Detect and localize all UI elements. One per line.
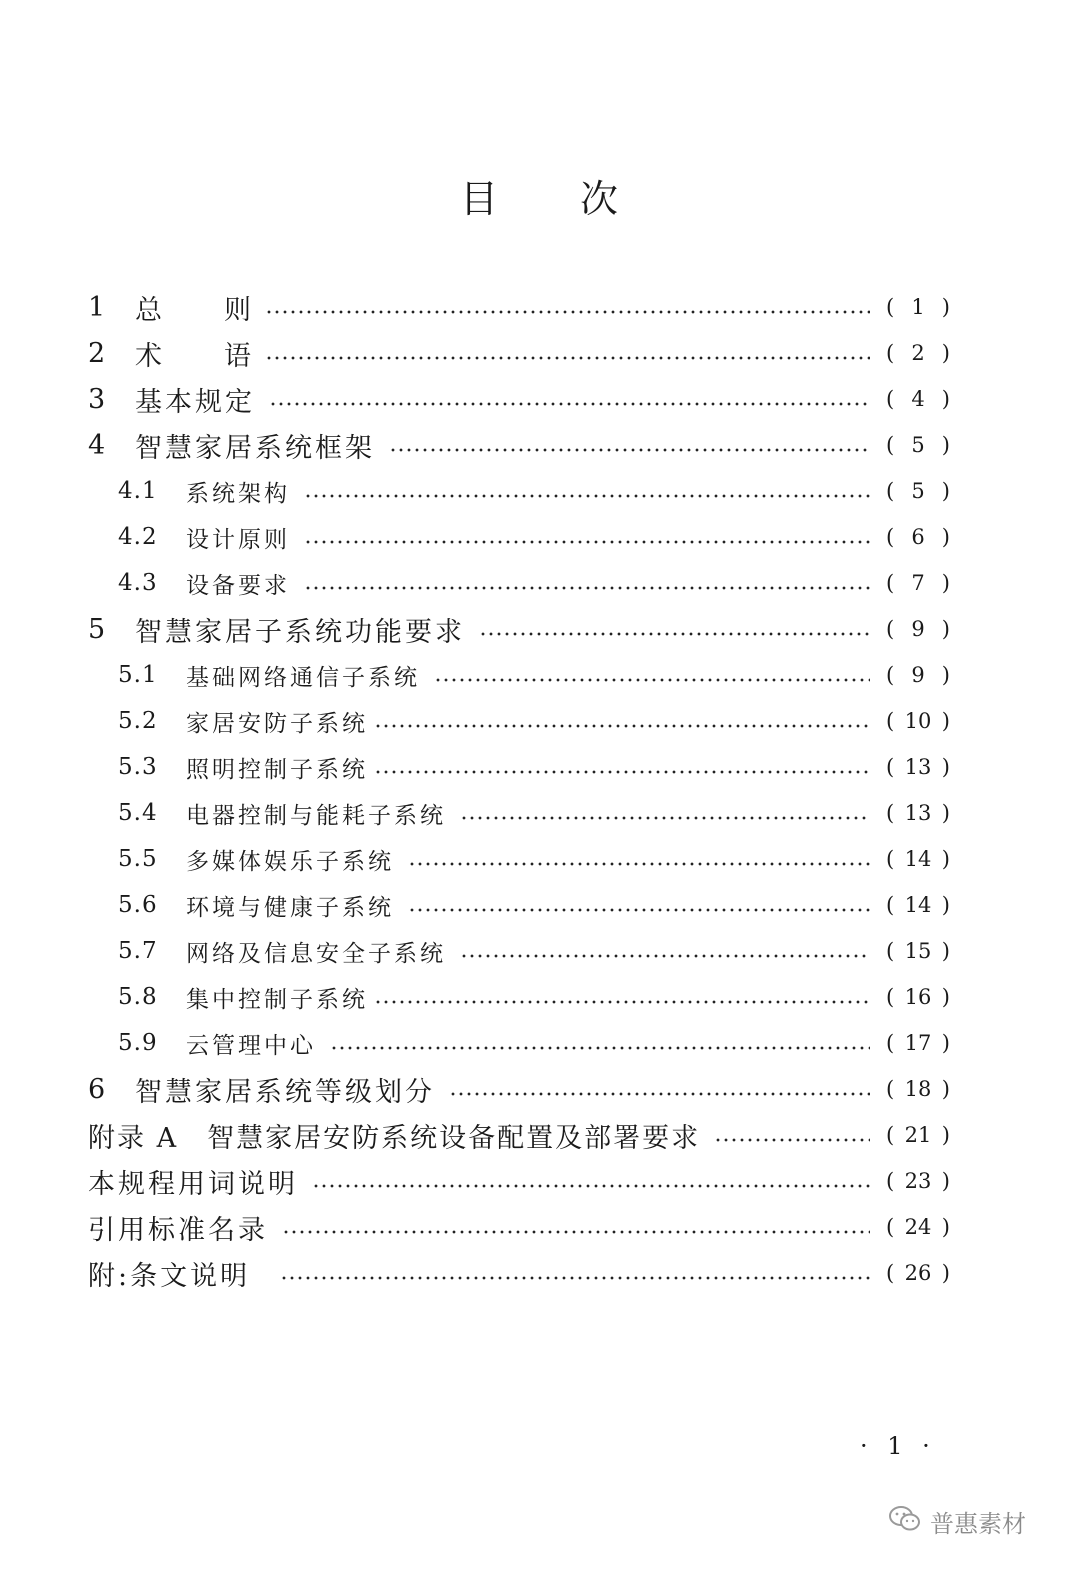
leader-dots [374, 1000, 870, 1004]
toc-entry-label: 设备要求 [186, 572, 290, 599]
watermark-text: 普惠素材 [930, 1510, 1026, 1538]
toc-entry-number: 4.1 [118, 478, 158, 504]
leader-dots [265, 310, 870, 314]
toc-entry-page: ( 5 ) [886, 479, 950, 503]
toc-entry-label: 设计原则 [186, 526, 290, 553]
toc-entry-label: 附录 A 智慧家居安防系统设备配置及部署要求 [88, 1122, 701, 1154]
toc-entry-label: 云管理中心 [186, 1032, 316, 1059]
leader-dots [330, 1046, 870, 1050]
toc-entry-number: 1 [88, 291, 106, 323]
toc-entry-page: ( 21 ) [886, 1123, 950, 1147]
toc-entry-page: ( 26 ) [886, 1261, 950, 1285]
toc-entry-number: 5.8 [118, 984, 158, 1010]
toc-entry-number: 4.3 [118, 570, 158, 596]
toc-entry-page: ( 10 ) [886, 709, 950, 733]
leader-dots [389, 448, 870, 452]
page-number: · 1 · [860, 1432, 936, 1460]
leader-dots [434, 678, 870, 682]
toc-entry-label: 智慧家居系统框架 [135, 432, 375, 464]
toc-subentry[interactable] [118, 1020, 950, 1066]
toc-subentry[interactable] [118, 790, 950, 836]
toc-entry-label: 附:条文说明 [88, 1260, 251, 1292]
toc-entry[interactable] [88, 606, 950, 652]
title-char-2: 次 [580, 177, 621, 221]
toc-entry-label: 家居安防子系统 [186, 710, 368, 737]
toc-entry-number: 2 [88, 337, 106, 369]
toc-entry-standards[interactable] [88, 1204, 950, 1250]
toc-subentry[interactable] [118, 744, 950, 790]
toc-entry-number: 5.6 [118, 892, 158, 918]
toc-entry-page: ( 5 ) [886, 433, 950, 457]
toc-entry-label: 术 语 [135, 340, 251, 372]
toc-subentry[interactable] [118, 514, 950, 560]
toc-entry-number: 5.4 [118, 800, 158, 826]
toc-subentry[interactable] [118, 468, 950, 514]
toc-entry-page: ( 14 ) [886, 893, 950, 917]
toc-entry-number: 5 [88, 613, 106, 645]
toc-entry-label: 本规程用词说明 [88, 1168, 298, 1200]
watermark [888, 1504, 1026, 1539]
toc-subentry[interactable] [118, 836, 950, 882]
toc-entry-page: ( 18 ) [886, 1077, 950, 1101]
toc-entry-label: 总 则 [135, 294, 251, 326]
leader-dots [304, 494, 870, 498]
toc-entry-number: 5.2 [118, 708, 158, 734]
toc-entry-clauses[interactable] [88, 1250, 950, 1296]
toc-entry-wording[interactable] [88, 1158, 950, 1204]
toc-entry-label: 智慧家居子系统功能要求 [135, 616, 465, 648]
toc-entry[interactable] [88, 422, 950, 468]
leader-dots [460, 954, 870, 958]
toc-entry-page: ( 9 ) [886, 617, 950, 641]
toc-entry-label: 网络及信息安全子系统 [186, 940, 446, 967]
leader-dots [304, 586, 870, 590]
toc-entry-appendix[interactable] [88, 1112, 950, 1158]
toc-subentry[interactable] [118, 652, 950, 698]
toc-entry-page: ( 13 ) [886, 755, 950, 779]
leader-dots [304, 540, 870, 544]
toc-entry-number: 4.2 [118, 524, 158, 550]
leader-dots [312, 1184, 870, 1188]
toc-entry-number: 5.3 [118, 754, 158, 780]
toc-entry-page: ( 24 ) [886, 1215, 950, 1239]
toc-entry-page: ( 23 ) [886, 1169, 950, 1193]
leader-dots [449, 1092, 870, 1096]
toc-entry-number: 5.1 [118, 662, 158, 688]
leader-dots [460, 816, 870, 820]
toc-title [0, 168, 1080, 223]
leader-dots [269, 402, 870, 406]
toc-entry-label: 多媒体娱乐子系统 [186, 848, 394, 875]
toc-entry-label: 基础网络通信子系统 [186, 664, 420, 691]
toc-entry-label: 系统架构 [186, 480, 290, 507]
toc-entry-page: ( 14 ) [886, 847, 950, 871]
toc-entry-page: ( 4 ) [886, 387, 950, 411]
toc-entry[interactable] [88, 376, 950, 422]
toc-entry-number: 3 [88, 383, 106, 415]
toc-entry-number: 4 [88, 429, 106, 461]
toc-entry-number: 5.7 [118, 938, 158, 964]
leader-dots [265, 356, 870, 360]
toc-entry-label: 基本规定 [135, 386, 255, 418]
toc-entry-page: ( 1 ) [886, 295, 950, 319]
leader-dots [282, 1230, 870, 1234]
toc-entry-page: ( 7 ) [886, 571, 950, 595]
toc-subentry[interactable] [118, 928, 950, 974]
toc-entry-number: 5.9 [118, 1030, 158, 1056]
toc-entry-label: 集中控制子系统 [186, 986, 368, 1013]
toc-entry-label: 电器控制与能耗子系统 [186, 802, 446, 829]
toc-subentry[interactable] [118, 560, 950, 606]
toc-entry-page: ( 13 ) [886, 801, 950, 825]
toc-entry-label: 照明控制子系统 [186, 756, 368, 783]
leader-dots [280, 1276, 870, 1280]
toc-entry-page: ( 2 ) [886, 341, 950, 365]
toc-entry-page: ( 17 ) [886, 1031, 950, 1055]
leader-dots [408, 862, 870, 866]
toc-entry[interactable] [88, 284, 950, 330]
toc-entry-number: 6 [88, 1073, 106, 1105]
toc-entry-number: 5.5 [118, 846, 158, 872]
title-char-1: 目 [459, 177, 500, 221]
leader-dots [714, 1138, 870, 1142]
leader-dots [408, 908, 870, 912]
toc-entry-label: 智慧家居系统等级划分 [135, 1076, 435, 1108]
toc-entry-page: ( 9 ) [886, 663, 950, 687]
toc-entry[interactable] [88, 330, 950, 376]
leader-dots [479, 632, 870, 636]
toc-entry-page: ( 15 ) [886, 939, 950, 963]
toc-subentry[interactable] [118, 882, 950, 928]
toc-entry-page: ( 16 ) [886, 985, 950, 1009]
toc-entry-page: ( 6 ) [886, 525, 950, 549]
toc-subentry[interactable] [118, 974, 950, 1020]
toc-entry[interactable] [88, 1066, 950, 1112]
leader-dots [374, 724, 870, 728]
toc-subentry[interactable] [118, 698, 950, 744]
toc-entry-label: 环境与健康子系统 [186, 894, 394, 921]
leader-dots [374, 770, 870, 774]
toc-entry-label: 引用标准名录 [88, 1214, 268, 1246]
wechat-icon [888, 1505, 930, 1539]
